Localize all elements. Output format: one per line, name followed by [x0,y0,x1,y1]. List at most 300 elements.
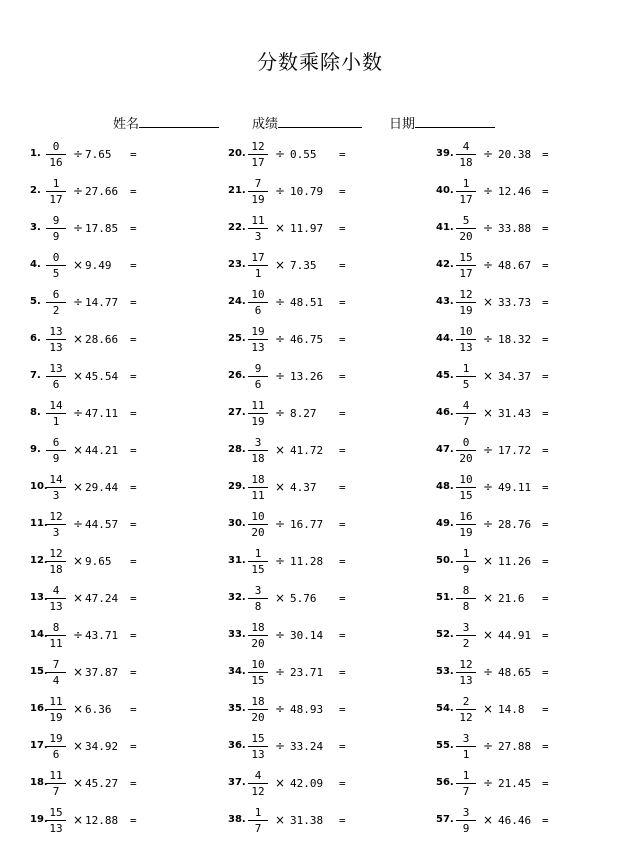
fraction-numerator: 11 [248,214,268,229]
equals-sign: = [542,481,549,494]
problem-number: 41. [436,222,454,233]
fraction [456,436,476,465]
problem-number: 17. [30,740,48,751]
problem-number: 33. [228,629,246,640]
fraction [248,806,268,835]
problem-number: 15. [30,666,48,677]
decimal-operand: 33.24 [290,740,324,753]
fraction-numerator: 12 [456,658,476,673]
decimal-operand: 47.24 [85,592,119,605]
fraction [46,473,66,502]
fraction [46,251,66,280]
decimal-operand: 18.32 [498,333,532,346]
fraction [46,399,66,428]
operator-sign: × [73,258,84,272]
date-label: 日期 [389,117,416,132]
fraction-denominator: 20 [459,230,473,243]
operator-sign: × [483,406,494,420]
problem-item [436,618,636,655]
equals-sign: = [542,148,549,161]
fraction-denominator: 19 [459,304,473,317]
problem-item [30,248,230,285]
fraction [456,288,476,317]
problem-number: 1. [30,148,41,159]
equals-sign: = [130,259,137,272]
equals-sign: = [130,740,137,753]
problem-item [436,248,636,285]
date-field [389,113,495,132]
fraction-denominator: 13 [49,341,63,354]
problem-number: 34. [228,666,246,677]
fraction [456,399,476,428]
fraction [248,177,268,206]
fraction-denominator: 6 [52,378,60,391]
fraction [46,288,66,317]
problem-number: 19. [30,814,48,825]
fraction-denominator: 13 [459,341,473,354]
fraction [248,510,268,539]
operator-sign: ÷ [73,147,84,161]
fraction [248,547,268,576]
problem-number: 30. [228,518,246,529]
operator-sign: ÷ [275,702,286,716]
equals-sign: = [339,592,346,605]
decimal-operand: 46.46 [498,814,532,827]
fraction-numerator: 1 [248,806,268,821]
decimal-operand: 31.43 [498,407,532,420]
operator-sign: × [73,702,84,716]
fraction-denominator: 2 [462,637,470,650]
decimal-operand: 33.73 [498,296,532,309]
problem-number: 16. [30,703,48,714]
equals-sign: = [130,185,137,198]
fraction-denominator: 1 [52,415,60,428]
equals-sign: = [542,444,549,457]
fraction-numerator: 10 [456,473,476,488]
equals-sign: = [130,666,137,679]
operator-sign: × [483,369,494,383]
fraction [456,473,476,502]
fraction [46,584,66,613]
problem-item [30,729,230,766]
equals-sign: = [542,185,549,198]
problem-number: 7. [30,370,41,381]
fraction [248,399,268,428]
fraction-denominator: 9 [462,822,470,835]
fraction-denominator: 17 [49,193,63,206]
name-blank-line[interactable] [139,115,219,128]
decimal-operand: 29.44 [85,481,119,494]
fraction-denominator: 3 [254,230,262,243]
problem-item [436,433,636,470]
name-field [113,113,219,132]
fraction [248,288,268,317]
decimal-operand: 13.26 [290,370,324,383]
equals-sign: = [339,481,346,494]
equals-sign: = [130,407,137,420]
fraction-denominator: 11 [49,637,63,650]
operator-sign: ÷ [483,480,494,494]
problem-number: 26. [228,370,246,381]
fraction-denominator: 18 [49,563,63,576]
problem-number: 46. [436,407,454,418]
problem-item [228,211,428,248]
equals-sign: = [339,333,346,346]
fraction-denominator: 16 [49,156,63,169]
fraction-denominator: 9 [52,230,60,243]
fraction-denominator: 2 [52,304,60,317]
fraction [46,177,66,206]
decimal-operand: 43.71 [85,629,119,642]
equals-sign: = [339,407,346,420]
fraction-numerator: 14 [46,399,66,414]
fraction-numerator: 15 [456,251,476,266]
decimal-operand: 8.27 [290,407,317,420]
problem-number: 27. [228,407,246,418]
operator-sign: × [483,295,494,309]
problem-item [30,174,230,211]
problem-item [30,137,230,174]
fraction [248,658,268,687]
fraction-numerator: 12 [46,547,66,562]
operator-sign: ÷ [483,665,494,679]
problem-item [228,137,428,174]
problem-number: 56. [436,777,454,788]
problem-number: 4. [30,259,41,270]
problem-item [30,285,230,322]
operator-sign: × [73,665,84,679]
fraction-denominator: 6 [52,748,60,761]
fraction [46,547,66,576]
fraction [46,325,66,354]
problem-number: 22. [228,222,246,233]
fraction-numerator: 10 [248,658,268,673]
fraction [46,695,66,724]
problem-item [30,581,230,618]
problem-number: 52. [436,629,454,640]
fraction [456,140,476,169]
equals-sign: = [339,703,346,716]
decimal-operand: 21.6 [498,592,525,605]
operator-sign: ÷ [73,406,84,420]
decimal-operand: 14.8 [498,703,525,716]
decimal-operand: 12.46 [498,185,532,198]
fraction-numerator: 18 [248,621,268,636]
problem-number: 6. [30,333,41,344]
fraction-denominator: 5 [52,267,60,280]
fraction-denominator: 1 [462,748,470,761]
decimal-operand: 9.49 [85,259,112,272]
problem-item [436,692,636,729]
fraction [248,362,268,391]
problem-number: 10. [30,481,48,492]
problem-number: 40. [436,185,454,196]
fraction-denominator: 7 [462,785,470,798]
equals-sign: = [542,296,549,309]
problem-item [228,359,428,396]
fraction-numerator: 4 [248,769,268,784]
fraction [248,251,268,280]
equals-sign: = [130,370,137,383]
operator-sign: × [73,554,84,568]
problem-item [436,655,636,692]
problem-item [30,396,230,433]
problem-number: 39. [436,148,454,159]
operator-sign: ÷ [275,517,286,531]
fraction-numerator: 14 [46,473,66,488]
equals-sign: = [130,592,137,605]
fraction-numerator: 12 [46,510,66,525]
decimal-operand: 28.66 [85,333,119,346]
fraction-numerator: 3 [248,584,268,599]
operator-sign: ÷ [483,184,494,198]
problem-item [436,137,636,174]
operator-sign: ÷ [483,739,494,753]
fraction-numerator: 2 [456,695,476,710]
fraction-numerator: 8 [46,621,66,636]
fraction [456,621,476,650]
decimal-operand: 45.54 [85,370,119,383]
problem-item [30,211,230,248]
decimal-operand: 44.91 [498,629,532,642]
problem-number: 3. [30,222,41,233]
problem-number: 25. [228,333,246,344]
problem-item [30,692,230,729]
problem-number: 12. [30,555,48,566]
problem-number: 47. [436,444,454,455]
fraction-numerator: 16 [456,510,476,525]
fraction [46,621,66,650]
fraction-denominator: 19 [459,526,473,539]
decimal-operand: 11.97 [290,222,324,235]
operator-sign: × [73,480,84,494]
fraction-numerator: 6 [46,288,66,303]
problem-item [228,618,428,655]
equals-sign: = [542,814,549,827]
problem-number: 54. [436,703,454,714]
decimal-operand: 41.72 [290,444,324,457]
problem-number: 29. [228,481,246,492]
equals-sign: = [542,333,549,346]
fraction-denominator: 13 [251,341,265,354]
operator-sign: ÷ [275,332,286,346]
problem-item [30,766,230,803]
fraction-denominator: 12 [251,785,265,798]
decimal-operand: 20.38 [498,148,532,161]
equals-sign: = [130,777,137,790]
date-blank-line[interactable] [415,115,495,128]
equals-sign: = [542,518,549,531]
fraction [248,695,268,724]
page-title: 分数乘除小数 [257,50,383,74]
fraction-denominator: 13 [49,822,63,835]
problem-item [436,359,636,396]
operator-sign: ÷ [275,665,286,679]
fraction-numerator: 7 [248,177,268,192]
operator-sign: × [275,776,286,790]
fraction-denominator: 20 [251,711,265,724]
problem-item [228,322,428,359]
fraction [46,214,66,243]
equals-sign: = [130,518,137,531]
fraction-denominator: 15 [459,489,473,502]
fraction-denominator: 17 [459,267,473,280]
problem-number: 23. [228,259,246,270]
score-field [252,113,362,132]
equals-sign: = [130,296,137,309]
fraction-numerator: 1 [456,769,476,784]
operator-sign: × [483,591,494,605]
fraction-denominator: 13 [251,748,265,761]
equals-sign: = [339,222,346,235]
problem-item [436,507,636,544]
equals-sign: = [130,444,137,457]
fraction [456,510,476,539]
decimal-operand: 48.67 [498,259,532,272]
problem-item [228,655,428,692]
decimal-operand: 21.45 [498,777,532,790]
equals-sign: = [542,555,549,568]
problem-item [436,766,636,803]
fraction-denominator: 11 [251,489,265,502]
decimal-operand: 30.14 [290,629,324,642]
problem-number: 28. [228,444,246,455]
fraction-numerator: 1 [456,547,476,562]
operator-sign: × [275,258,286,272]
operator-sign: ÷ [483,258,494,272]
problem-item [30,655,230,692]
operator-sign: × [483,554,494,568]
fraction-denominator: 18 [251,452,265,465]
problem-item [30,507,230,544]
problem-item [436,470,636,507]
problem-number: 50. [436,555,454,566]
decimal-operand: 28.76 [498,518,532,531]
operator-sign: × [275,443,286,457]
fraction-denominator: 20 [459,452,473,465]
equals-sign: = [339,814,346,827]
fraction [248,140,268,169]
equals-sign: = [542,629,549,642]
decimal-operand: 37.87 [85,666,119,679]
operator-sign: ÷ [275,369,286,383]
equals-sign: = [339,555,346,568]
problem-item [436,211,636,248]
fraction-numerator: 15 [248,732,268,747]
problem-item [228,174,428,211]
operator-sign: ÷ [275,184,286,198]
fraction-denominator: 9 [462,563,470,576]
problem-item [436,322,636,359]
equals-sign: = [130,814,137,827]
decimal-operand: 47.11 [85,407,119,420]
fraction [248,769,268,798]
fraction [456,251,476,280]
equals-sign: = [339,148,346,161]
fraction [456,177,476,206]
fraction-denominator: 4 [52,674,60,687]
decimal-operand: 4.37 [290,481,317,494]
operator-sign: × [483,702,494,716]
fraction-numerator: 8 [456,584,476,599]
fraction [248,732,268,761]
decimal-operand: 0.55 [290,148,317,161]
decimal-operand: 46.75 [290,333,324,346]
equals-sign: = [339,444,346,457]
operator-sign: ÷ [73,295,84,309]
equals-sign: = [339,296,346,309]
equals-sign: = [339,370,346,383]
fraction-denominator: 3 [52,526,60,539]
fraction [46,769,66,798]
fraction-numerator: 4 [46,584,66,599]
decimal-operand: 16.77 [290,518,324,531]
fraction-denominator: 20 [251,526,265,539]
fraction-numerator: 10 [456,325,476,340]
fraction-denominator: 13 [49,600,63,613]
fraction-numerator: 11 [248,399,268,414]
fraction [248,473,268,502]
fraction-denominator: 7 [254,822,262,835]
fraction [46,362,66,391]
operator-sign: × [73,813,84,827]
fraction-denominator: 17 [251,156,265,169]
score-blank-line[interactable] [278,115,362,128]
equals-sign: = [542,592,549,605]
decimal-operand: 48.51 [290,296,324,309]
problem-item [436,581,636,618]
problem-number: 2. [30,185,41,196]
fraction-numerator: 9 [46,214,66,229]
fraction-denominator: 8 [254,600,262,613]
problem-number: 42. [436,259,454,270]
fraction [248,621,268,650]
fraction-numerator: 12 [248,140,268,155]
equals-sign: = [130,629,137,642]
equals-sign: = [339,518,346,531]
operator-sign: × [483,628,494,642]
equals-sign: = [542,370,549,383]
fraction-numerator: 4 [456,140,476,155]
fraction-numerator: 1 [248,547,268,562]
problem-number: 14. [30,629,48,640]
operator-sign: ÷ [275,554,286,568]
problem-item [30,803,230,840]
operator-sign: ÷ [483,443,494,457]
operator-sign: ÷ [483,517,494,531]
fraction [456,547,476,576]
decimal-operand: 7.35 [290,259,317,272]
decimal-operand: 6.36 [85,703,112,716]
fraction-numerator: 0 [46,140,66,155]
fraction-denominator: 18 [459,156,473,169]
problem-number: 21. [228,185,246,196]
problem-number: 9. [30,444,41,455]
problem-number: 24. [228,296,246,307]
operator-sign: × [73,369,84,383]
equals-sign: = [542,703,549,716]
operator-sign: ÷ [483,776,494,790]
decimal-operand: 14.77 [85,296,119,309]
fraction-numerator: 13 [46,325,66,340]
operator-sign: ÷ [275,295,286,309]
decimal-operand: 11.26 [498,555,532,568]
problem-number: 5. [30,296,41,307]
operator-sign: × [73,443,84,457]
equals-sign: = [542,407,549,420]
problem-number: 43. [436,296,454,307]
equals-sign: = [339,740,346,753]
